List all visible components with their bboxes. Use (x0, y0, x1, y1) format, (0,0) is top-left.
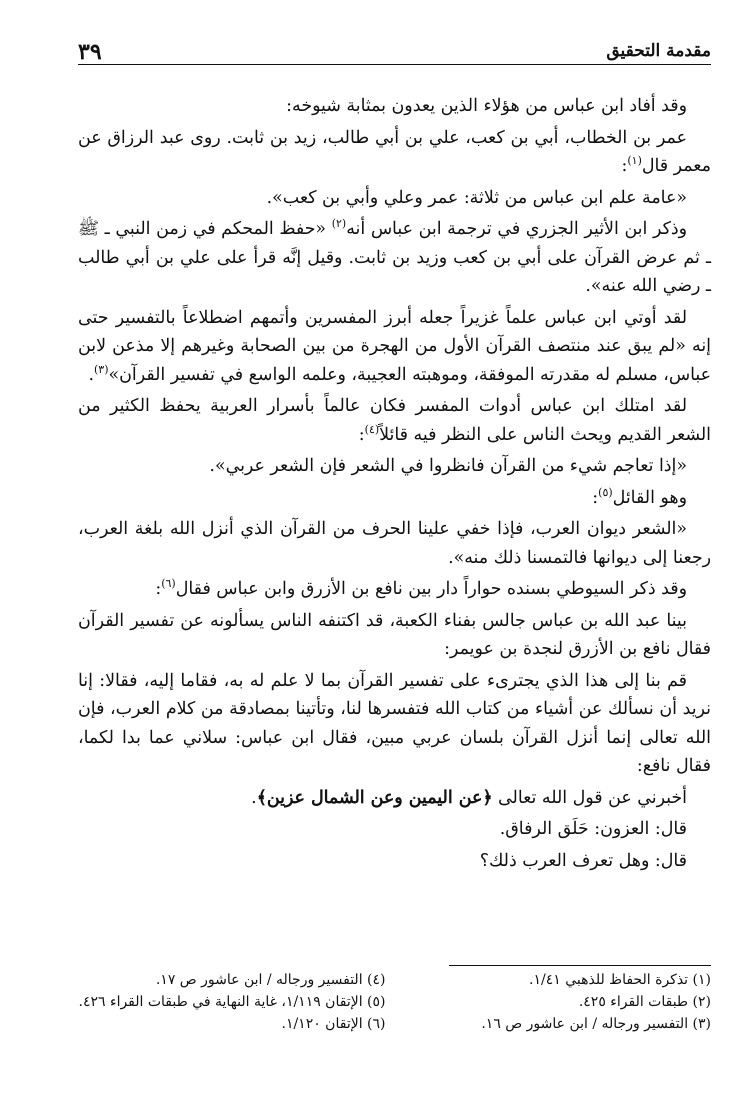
running-header (78, 36, 711, 65)
main-text (78, 92, 711, 878)
footnote-2: (٢) طبقات القراء ٤٢٥. (578, 994, 711, 1010)
footnotes-left-column (60, 969, 386, 1035)
footnote-3: (٣) التفسير ورجاله / ابن عاشور ص ١٦. (481, 1016, 711, 1032)
footnotes (60, 969, 711, 1035)
dialogue-line: قال: العزون: حَلَق الرفاق. (499, 819, 687, 839)
paragraph: وقد أفاد ابن عباس من هؤلاء الذين يعدون بمثابة شيوخه: (286, 96, 687, 116)
paragraph: قم بنا إلى هذا الذي يجترىء على تفسير القرآن بما لا علم له به، فقاما إليه، فقالا: إنا نريد أن نسألك عن أشياء من كتاب الله فتفسرها لنا، وتأتينا بمصادقة من كلام العرب، فإن الله تعالى إنما أنزل القرآن بلسان عربي مبين، فقال ابن عباس: سلاني عما بدا لكما، فقال نافع: (78, 670, 711, 776)
paragraph: وذكر ابن الأثير الجزري في ترجمة ابن عباس أنه$^{(٢)}$ «حفظ المحكم في زمن النبي ـ ﷺ ـ ثم عرض القرآن على أبي بن كعب وزيد بن ثابت. وقيل إنَّه قرأ على علي بن أبي طالب ـ رضي الله عنه». (78, 217, 711, 296)
quotation: «إذا تعاجم شيء من القرآن فانظروا في الشعر فإن الشعر عربي». (209, 456, 687, 476)
paragraph: وقد ذكر السيوطي بسنده حواراً دار بين نافع بن الأزرق وابن عباس فقال$^{(٦)}$: (155, 577, 687, 599)
chapter-title: مقدمة التحقيق (606, 41, 711, 61)
footnote-6: (٦) الإتقان ١/١٢٠. (281, 1016, 386, 1032)
footnote-4: (٤) التفسير ورجاله / ابن عاشور ص ١٧. (155, 972, 386, 988)
paragraph: وهو القائل$^{(٥)}$: (592, 485, 687, 508)
paragraph: عمر بن الخطاب، أبي بن كعب، علي بن أبي طالب، زيد بن ثابت. روى عبد الرزاق عن معمر قال$^{(١)}$: (78, 127, 711, 176)
quotation: «الشعر ديوان العرب، فإذا خفي علينا الحرف من القرآن الذي أنزل الله بلغة العرب، رجعنا إلى ديوانها فالتمسنا ذلك منه». (78, 519, 711, 568)
paragraph: لقد أوتي ابن عباس علماً غزيراً جعله أبرز المفسرين وأتمهم اضطلاعاً بالتفسير حتى إنه «لم يبق عند منتصف القرآن الأول من الهجرة من بين الصحابة وغيرهم إلا مذعن لابن عباس، مسلم له مقدرته الموفقة، وموهبته العجيبة، وعلمه الواسع في تفسير القرآن»$^{(٣)}$. (78, 307, 711, 385)
paragraph: بينا عبد الله بن عباس جالس بفناء الكعبة، قد اكتنفه الناس يسألونه عن تفسير القرآن فقال نافع بن الأزرق لنجدة بن عويمر: (78, 610, 711, 659)
footnotes-right-column (386, 969, 712, 1035)
page-number: ٣٩ (78, 39, 102, 65)
quran-verse-question: أخبرني عن قول الله تعالى ﴿عن اليمين وعن الشمال عزين﴾. (251, 787, 687, 808)
footnote-1: (١) تذكرة الحفاظ للذهبي ١/٤١. (529, 972, 711, 988)
footnote-5: (٥) الإتقان ١/١١٩، غاية النهاية في طبقات القراء ٤٢٦. (78, 994, 386, 1010)
footnote-divider (449, 965, 711, 966)
quotation: «عامة علم ابن عباس من ثلاثة: عمر وعلي وأبي بن كعب». (266, 187, 687, 208)
dialogue-line: قال: وهل تعرف العرب ذلك؟ (479, 850, 687, 871)
paragraph: لقد امتلك ابن عباس أدوات المفسر فكان عالماً بأسرار العربية يحفظ الكثير من الشعر القديم ويحث الناس على النظر فيه قائلاً$^{(٤)}$: (78, 396, 711, 445)
